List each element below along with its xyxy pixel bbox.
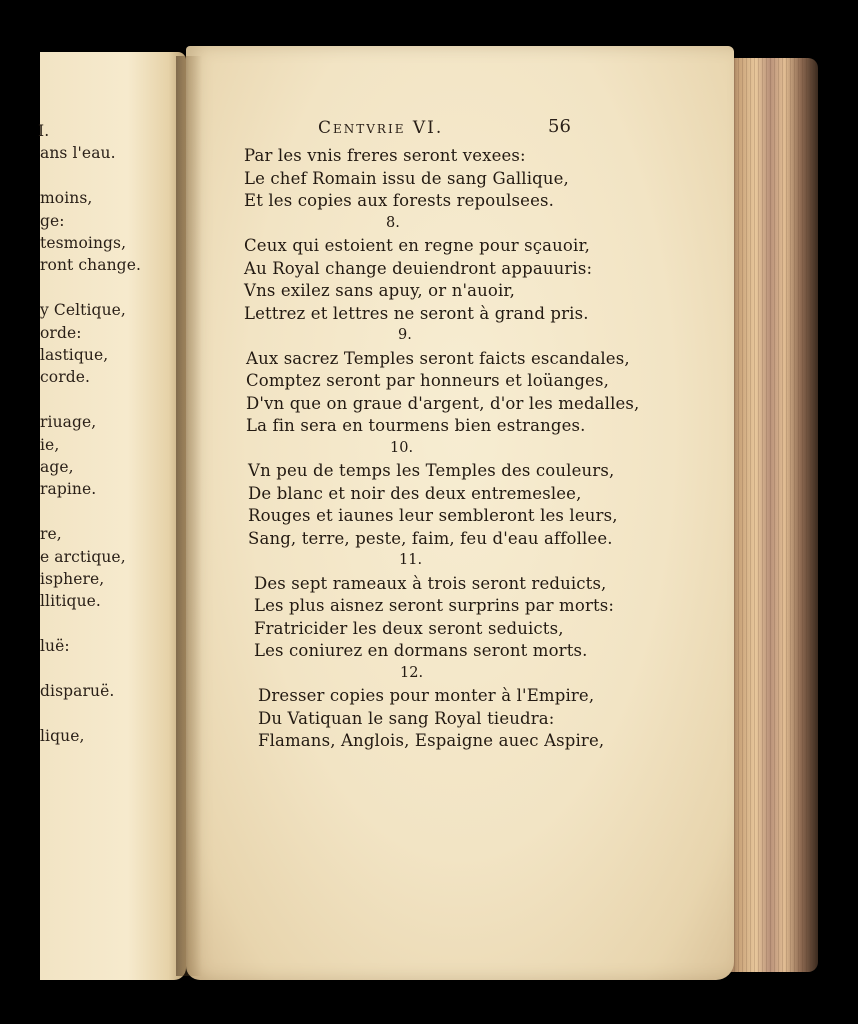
running-header: Centvrie VI. <box>318 118 444 138</box>
left-page-line: riuage, <box>40 413 97 432</box>
verse-line: Vns exilez sans apuy, or n'auoir, <box>244 281 516 300</box>
stanza-number: 10. <box>390 439 414 456</box>
page-number: 56 <box>548 116 571 137</box>
verse-line: Au Royal change deuiendront appauuris: <box>244 258 593 278</box>
verse-line: Le chef Romain issu de sang Gallique, <box>244 168 569 188</box>
left-page-line: lastique, <box>40 346 109 364</box>
stanza-number: 8. <box>386 214 400 231</box>
left-page-line: I. <box>38 122 50 140</box>
left-page-line: moins, <box>40 189 93 208</box>
left-page-line: ront change. <box>40 256 141 275</box>
verse-line: Dresser copies pour monter à l'Empire, <box>258 686 595 705</box>
stanza-number: 11. <box>399 552 423 568</box>
verse-line: Vn peu de temps les Temples des couleurs, <box>248 461 615 480</box>
verse-line: Les coniurez en dormans seront morts. <box>254 641 588 660</box>
verse-line: D'vn que on graue d'argent, d'or les medalles, <box>246 393 640 413</box>
book-gutter-shadow <box>176 56 202 976</box>
left-page-line: re, <box>40 525 62 544</box>
verse-line: Lettrez et lettres ne seront à grand pris. <box>244 303 589 323</box>
verse-line: Comptez seront par honneurs et loüanges, <box>246 371 609 390</box>
verse-line: Flamans, Anglois, Espaigne auec Aspire, <box>258 731 605 750</box>
left-page-line: corde. <box>40 368 91 387</box>
verse-line: Et les copies aux forests repoulsees. <box>244 191 554 210</box>
verse-line: Fratricider les deux seront seduicts, <box>254 618 564 638</box>
left-page-line: isphere, <box>40 570 105 588</box>
verse-line: De blanc et noir des deux entremeslee, <box>248 483 582 503</box>
verse-line: Des sept rameaux à trois seront reduicts, <box>254 573 607 593</box>
verse-line: Aux sacrez Temples seront faicts escandales, <box>246 348 630 368</box>
verse-line: Les plus aisnez seront surprins par morts: <box>254 596 615 615</box>
verse-line: Rouges et iaunes leur sembleront les leurs, <box>248 506 618 525</box>
left-page-line: luë: <box>40 637 70 656</box>
book-fore-edge <box>722 58 818 972</box>
left-page-line: lique, <box>40 726 85 745</box>
left-page-line: age, <box>40 458 74 476</box>
page-edges-texture <box>722 58 818 972</box>
stanza-number: 12. <box>400 664 424 681</box>
left-page <box>40 52 186 980</box>
verse-line: Ceux qui estoient en regne pour sçauoir, <box>244 236 591 255</box>
left-page-line: y Celtique, <box>40 301 126 320</box>
verse-line: Du Vatiquan le sang Royal tieudra: <box>258 708 555 728</box>
left-page-line: tesmoings, <box>40 234 127 252</box>
verse-line: Par les vnis freres seront vexees: <box>244 146 526 165</box>
left-page-line: ie, <box>40 435 60 454</box>
left-page-line: llitique. <box>40 592 101 611</box>
left-page-line: ge: <box>40 211 65 230</box>
stanza-number: 9. <box>398 327 412 343</box>
left-page-line: e arctique, <box>40 547 126 566</box>
left-page-line: ans l'eau. <box>40 144 116 163</box>
verse-line: Sang, terre, peste, faim, feu d'eau affollee. <box>248 528 613 548</box>
left-page-line: orde: <box>40 323 82 342</box>
verse-line: La fin sera en tourmens bien estranges. <box>246 416 586 435</box>
left-page-line: rapine. <box>40 480 97 499</box>
left-page-line: disparuë. <box>40 682 115 700</box>
